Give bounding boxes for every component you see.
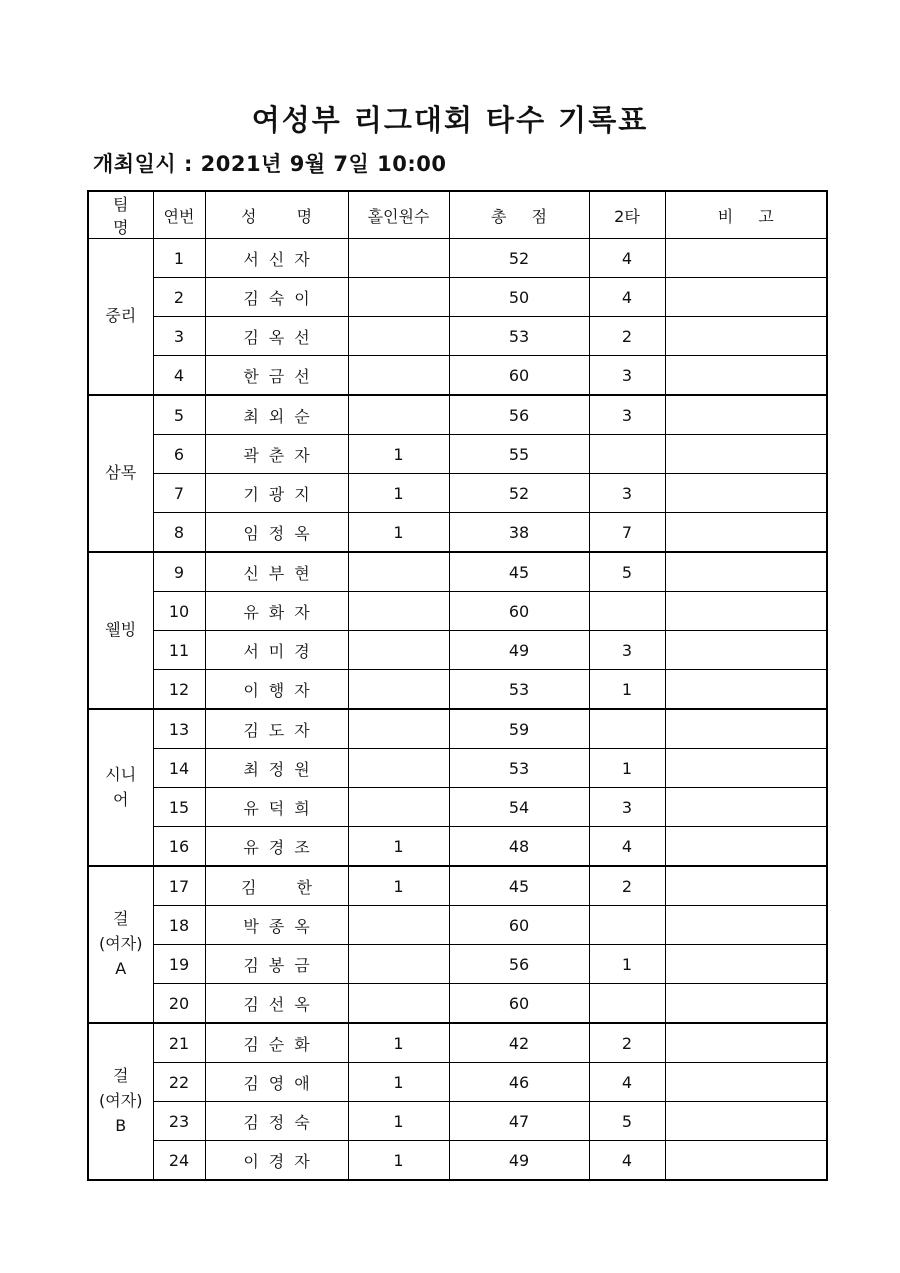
team-name-line: 어 bbox=[113, 789, 129, 809]
remarks-cell bbox=[665, 788, 827, 827]
remarks-cell bbox=[665, 1023, 827, 1063]
name-cell: 서미경 bbox=[205, 631, 348, 670]
two-strokes-cell: 1 bbox=[589, 749, 665, 788]
seq-cell: 23 bbox=[153, 1102, 205, 1141]
name-cell: 최외순 bbox=[205, 395, 348, 435]
hole-in-one-cell bbox=[348, 592, 449, 631]
remarks-cell bbox=[665, 984, 827, 1024]
team-name-line: 걸 bbox=[113, 909, 129, 929]
seq-cell: 3 bbox=[153, 317, 205, 356]
event-date: 개최일시 : 2021년 9월 7일 10:00 bbox=[93, 152, 447, 176]
remarks-cell bbox=[665, 1102, 827, 1141]
team-name-cell bbox=[88, 1023, 153, 1180]
seq-cell: 1 bbox=[153, 239, 205, 278]
name-cell: 유화자 bbox=[205, 592, 348, 631]
score-table bbox=[87, 190, 828, 1181]
hole-in-one-cell bbox=[348, 278, 449, 317]
total-cell: 54 bbox=[449, 788, 589, 827]
total-cell: 52 bbox=[449, 239, 589, 278]
seq-cell: 24 bbox=[153, 1141, 205, 1181]
seq-cell: 19 bbox=[153, 945, 205, 984]
header-name: 성 명 bbox=[205, 191, 348, 239]
name-cell: 유경조 bbox=[205, 827, 348, 867]
name-cell: 김순화 bbox=[205, 1023, 348, 1063]
name-cell: 이행자 bbox=[205, 670, 348, 710]
hole-in-one-cell: 1 bbox=[348, 827, 449, 867]
team-name-line: (여자) bbox=[99, 934, 143, 954]
remarks-cell bbox=[665, 513, 827, 553]
remarks-cell bbox=[665, 317, 827, 356]
remarks-cell bbox=[665, 709, 827, 749]
total-cell: 42 bbox=[449, 1023, 589, 1063]
header-seq: 연번 bbox=[153, 191, 205, 239]
two-strokes-cell: 3 bbox=[589, 631, 665, 670]
seq-cell: 21 bbox=[153, 1023, 205, 1063]
total-cell: 49 bbox=[449, 631, 589, 670]
name-cell: 이경자 bbox=[205, 1141, 348, 1181]
hole-in-one-cell: 1 bbox=[348, 513, 449, 553]
total-cell: 38 bbox=[449, 513, 589, 553]
header-two-strokes: 2타 bbox=[589, 191, 665, 239]
table-row bbox=[88, 356, 827, 396]
two-strokes-cell bbox=[589, 709, 665, 749]
seq-cell: 16 bbox=[153, 827, 205, 867]
team-name-line: B bbox=[115, 1115, 127, 1135]
hole-in-one-cell bbox=[348, 788, 449, 827]
table-row bbox=[88, 709, 827, 749]
table-row bbox=[88, 788, 827, 827]
remarks-cell bbox=[665, 1063, 827, 1102]
total-cell: 48 bbox=[449, 827, 589, 867]
total-cell: 50 bbox=[449, 278, 589, 317]
total-cell: 45 bbox=[449, 866, 589, 906]
table-row bbox=[88, 670, 827, 710]
seq-cell: 9 bbox=[153, 552, 205, 592]
remarks-cell bbox=[665, 239, 827, 278]
two-strokes-cell: 3 bbox=[589, 356, 665, 396]
hole-in-one-cell bbox=[348, 906, 449, 945]
header-hole-in-one: 홀인원수 bbox=[348, 191, 449, 239]
table-row bbox=[88, 827, 827, 867]
remarks-cell bbox=[665, 435, 827, 474]
page-title: 여성부 리그대회 타수 기록표 bbox=[251, 103, 649, 137]
two-strokes-cell bbox=[589, 592, 665, 631]
seq-cell: 6 bbox=[153, 435, 205, 474]
table-row bbox=[88, 278, 827, 317]
team-name-line: (여자) bbox=[99, 1091, 143, 1111]
table-row bbox=[88, 1023, 827, 1063]
seq-cell: 12 bbox=[153, 670, 205, 710]
seq-cell: 7 bbox=[153, 474, 205, 513]
header-total: 총 점 bbox=[449, 191, 589, 239]
name-cell: 신부현 bbox=[205, 552, 348, 592]
team-name-line: 중리 bbox=[105, 306, 137, 326]
team-name-cell bbox=[88, 395, 153, 552]
table-row bbox=[88, 1141, 827, 1181]
seq-cell: 13 bbox=[153, 709, 205, 749]
hole-in-one-cell bbox=[348, 631, 449, 670]
total-cell: 60 bbox=[449, 592, 589, 631]
seq-cell: 5 bbox=[153, 395, 205, 435]
two-strokes-cell: 1 bbox=[589, 670, 665, 710]
name-cell: 곽춘자 bbox=[205, 435, 348, 474]
hole-in-one-cell bbox=[348, 395, 449, 435]
table-row bbox=[88, 317, 827, 356]
seq-cell: 2 bbox=[153, 278, 205, 317]
seq-cell: 10 bbox=[153, 592, 205, 631]
two-strokes-cell: 3 bbox=[589, 474, 665, 513]
remarks-cell bbox=[665, 945, 827, 984]
total-cell: 49 bbox=[449, 1141, 589, 1181]
table-row bbox=[88, 513, 827, 553]
two-strokes-cell: 2 bbox=[589, 866, 665, 906]
table-row bbox=[88, 239, 827, 278]
seq-cell: 4 bbox=[153, 356, 205, 396]
two-strokes-cell: 4 bbox=[589, 239, 665, 278]
table-row bbox=[88, 552, 827, 592]
hole-in-one-cell: 1 bbox=[348, 435, 449, 474]
team-name-line: 삼목 bbox=[105, 463, 137, 483]
table-row bbox=[88, 435, 827, 474]
name-cell: 유덕희 bbox=[205, 788, 348, 827]
total-cell: 56 bbox=[449, 395, 589, 435]
remarks-cell bbox=[665, 356, 827, 396]
two-strokes-cell: 2 bbox=[589, 317, 665, 356]
remarks-cell bbox=[665, 395, 827, 435]
name-cell: 김봉금 bbox=[205, 945, 348, 984]
remarks-cell bbox=[665, 592, 827, 631]
name-cell: 김선옥 bbox=[205, 984, 348, 1024]
team-name-line: 웰빙 bbox=[105, 620, 137, 640]
remarks-cell bbox=[665, 1141, 827, 1181]
remarks-cell bbox=[665, 749, 827, 788]
two-strokes-cell: 4 bbox=[589, 827, 665, 867]
hole-in-one-cell: 1 bbox=[348, 474, 449, 513]
name-cell: 김정숙 bbox=[205, 1102, 348, 1141]
hole-in-one-cell bbox=[348, 984, 449, 1024]
name-cell: 박종옥 bbox=[205, 906, 348, 945]
header-remarks: 비 고 bbox=[665, 191, 827, 239]
hole-in-one-cell: 1 bbox=[348, 1023, 449, 1063]
hole-in-one-cell bbox=[348, 552, 449, 592]
team-name-cell bbox=[88, 709, 153, 866]
team-name-line: 시니 bbox=[105, 764, 137, 784]
total-cell: 60 bbox=[449, 356, 589, 396]
seq-cell: 11 bbox=[153, 631, 205, 670]
header-team: 팀 명 bbox=[88, 191, 153, 239]
total-cell: 52 bbox=[449, 474, 589, 513]
remarks-cell bbox=[665, 278, 827, 317]
team-name-cell bbox=[88, 866, 153, 1023]
hole-in-one-cell bbox=[348, 749, 449, 788]
hole-in-one-cell: 1 bbox=[348, 1102, 449, 1141]
two-strokes-cell: 5 bbox=[589, 1102, 665, 1141]
total-cell: 46 bbox=[449, 1063, 589, 1102]
remarks-cell bbox=[665, 474, 827, 513]
name-cell: 서신자 bbox=[205, 239, 348, 278]
total-cell: 53 bbox=[449, 317, 589, 356]
hole-in-one-cell: 1 bbox=[348, 866, 449, 906]
hole-in-one-cell bbox=[348, 356, 449, 396]
remarks-cell bbox=[665, 552, 827, 592]
table-row bbox=[88, 749, 827, 788]
remarks-cell bbox=[665, 866, 827, 906]
two-strokes-cell: 5 bbox=[589, 552, 665, 592]
seq-cell: 14 bbox=[153, 749, 205, 788]
name-cell: 김영애 bbox=[205, 1063, 348, 1102]
two-strokes-cell: 4 bbox=[589, 1063, 665, 1102]
total-cell: 55 bbox=[449, 435, 589, 474]
table-row bbox=[88, 395, 827, 435]
table-row bbox=[88, 1063, 827, 1102]
name-cell: 김도자 bbox=[205, 709, 348, 749]
total-cell: 53 bbox=[449, 670, 589, 710]
table-body bbox=[88, 239, 827, 1181]
remarks-cell bbox=[665, 670, 827, 710]
name-cell: 한금선 bbox=[205, 356, 348, 396]
remarks-cell bbox=[665, 827, 827, 867]
seq-cell: 22 bbox=[153, 1063, 205, 1102]
remarks-cell bbox=[665, 906, 827, 945]
two-strokes-cell: 4 bbox=[589, 278, 665, 317]
name-cell: 김 한 bbox=[205, 866, 348, 906]
team-name-line: A bbox=[115, 958, 127, 978]
team-name-cell bbox=[88, 552, 153, 709]
table-row bbox=[88, 631, 827, 670]
hole-in-one-cell bbox=[348, 945, 449, 984]
team-name-cell bbox=[88, 239, 153, 396]
total-cell: 60 bbox=[449, 984, 589, 1024]
two-strokes-cell: 3 bbox=[589, 788, 665, 827]
total-cell: 47 bbox=[449, 1102, 589, 1141]
hole-in-one-cell: 1 bbox=[348, 1141, 449, 1181]
hole-in-one-cell bbox=[348, 239, 449, 278]
hole-in-one-cell bbox=[348, 709, 449, 749]
total-cell: 45 bbox=[449, 552, 589, 592]
table-row bbox=[88, 906, 827, 945]
table-row bbox=[88, 945, 827, 984]
total-cell: 56 bbox=[449, 945, 589, 984]
table-row bbox=[88, 474, 827, 513]
table-row bbox=[88, 592, 827, 631]
total-cell: 60 bbox=[449, 906, 589, 945]
table-header-row bbox=[88, 191, 827, 239]
name-cell: 최정원 bbox=[205, 749, 348, 788]
table-row bbox=[88, 984, 827, 1024]
table-row bbox=[88, 1102, 827, 1141]
two-strokes-cell: 4 bbox=[589, 1141, 665, 1181]
two-strokes-cell: 7 bbox=[589, 513, 665, 553]
hole-in-one-cell bbox=[348, 317, 449, 356]
name-cell: 김옥선 bbox=[205, 317, 348, 356]
seq-cell: 18 bbox=[153, 906, 205, 945]
remarks-cell bbox=[665, 631, 827, 670]
two-strokes-cell bbox=[589, 984, 665, 1024]
hole-in-one-cell bbox=[348, 670, 449, 710]
table-row bbox=[88, 866, 827, 906]
two-strokes-cell: 1 bbox=[589, 945, 665, 984]
two-strokes-cell: 3 bbox=[589, 395, 665, 435]
two-strokes-cell bbox=[589, 435, 665, 474]
name-cell: 임정옥 bbox=[205, 513, 348, 553]
two-strokes-cell bbox=[589, 906, 665, 945]
seq-cell: 15 bbox=[153, 788, 205, 827]
total-cell: 59 bbox=[449, 709, 589, 749]
two-strokes-cell: 2 bbox=[589, 1023, 665, 1063]
team-name-line: 걸 bbox=[113, 1066, 129, 1086]
total-cell: 53 bbox=[449, 749, 589, 788]
name-cell: 기광지 bbox=[205, 474, 348, 513]
seq-cell: 17 bbox=[153, 866, 205, 906]
seq-cell: 8 bbox=[153, 513, 205, 553]
name-cell: 김숙이 bbox=[205, 278, 348, 317]
hole-in-one-cell: 1 bbox=[348, 1063, 449, 1102]
seq-cell: 20 bbox=[153, 984, 205, 1024]
